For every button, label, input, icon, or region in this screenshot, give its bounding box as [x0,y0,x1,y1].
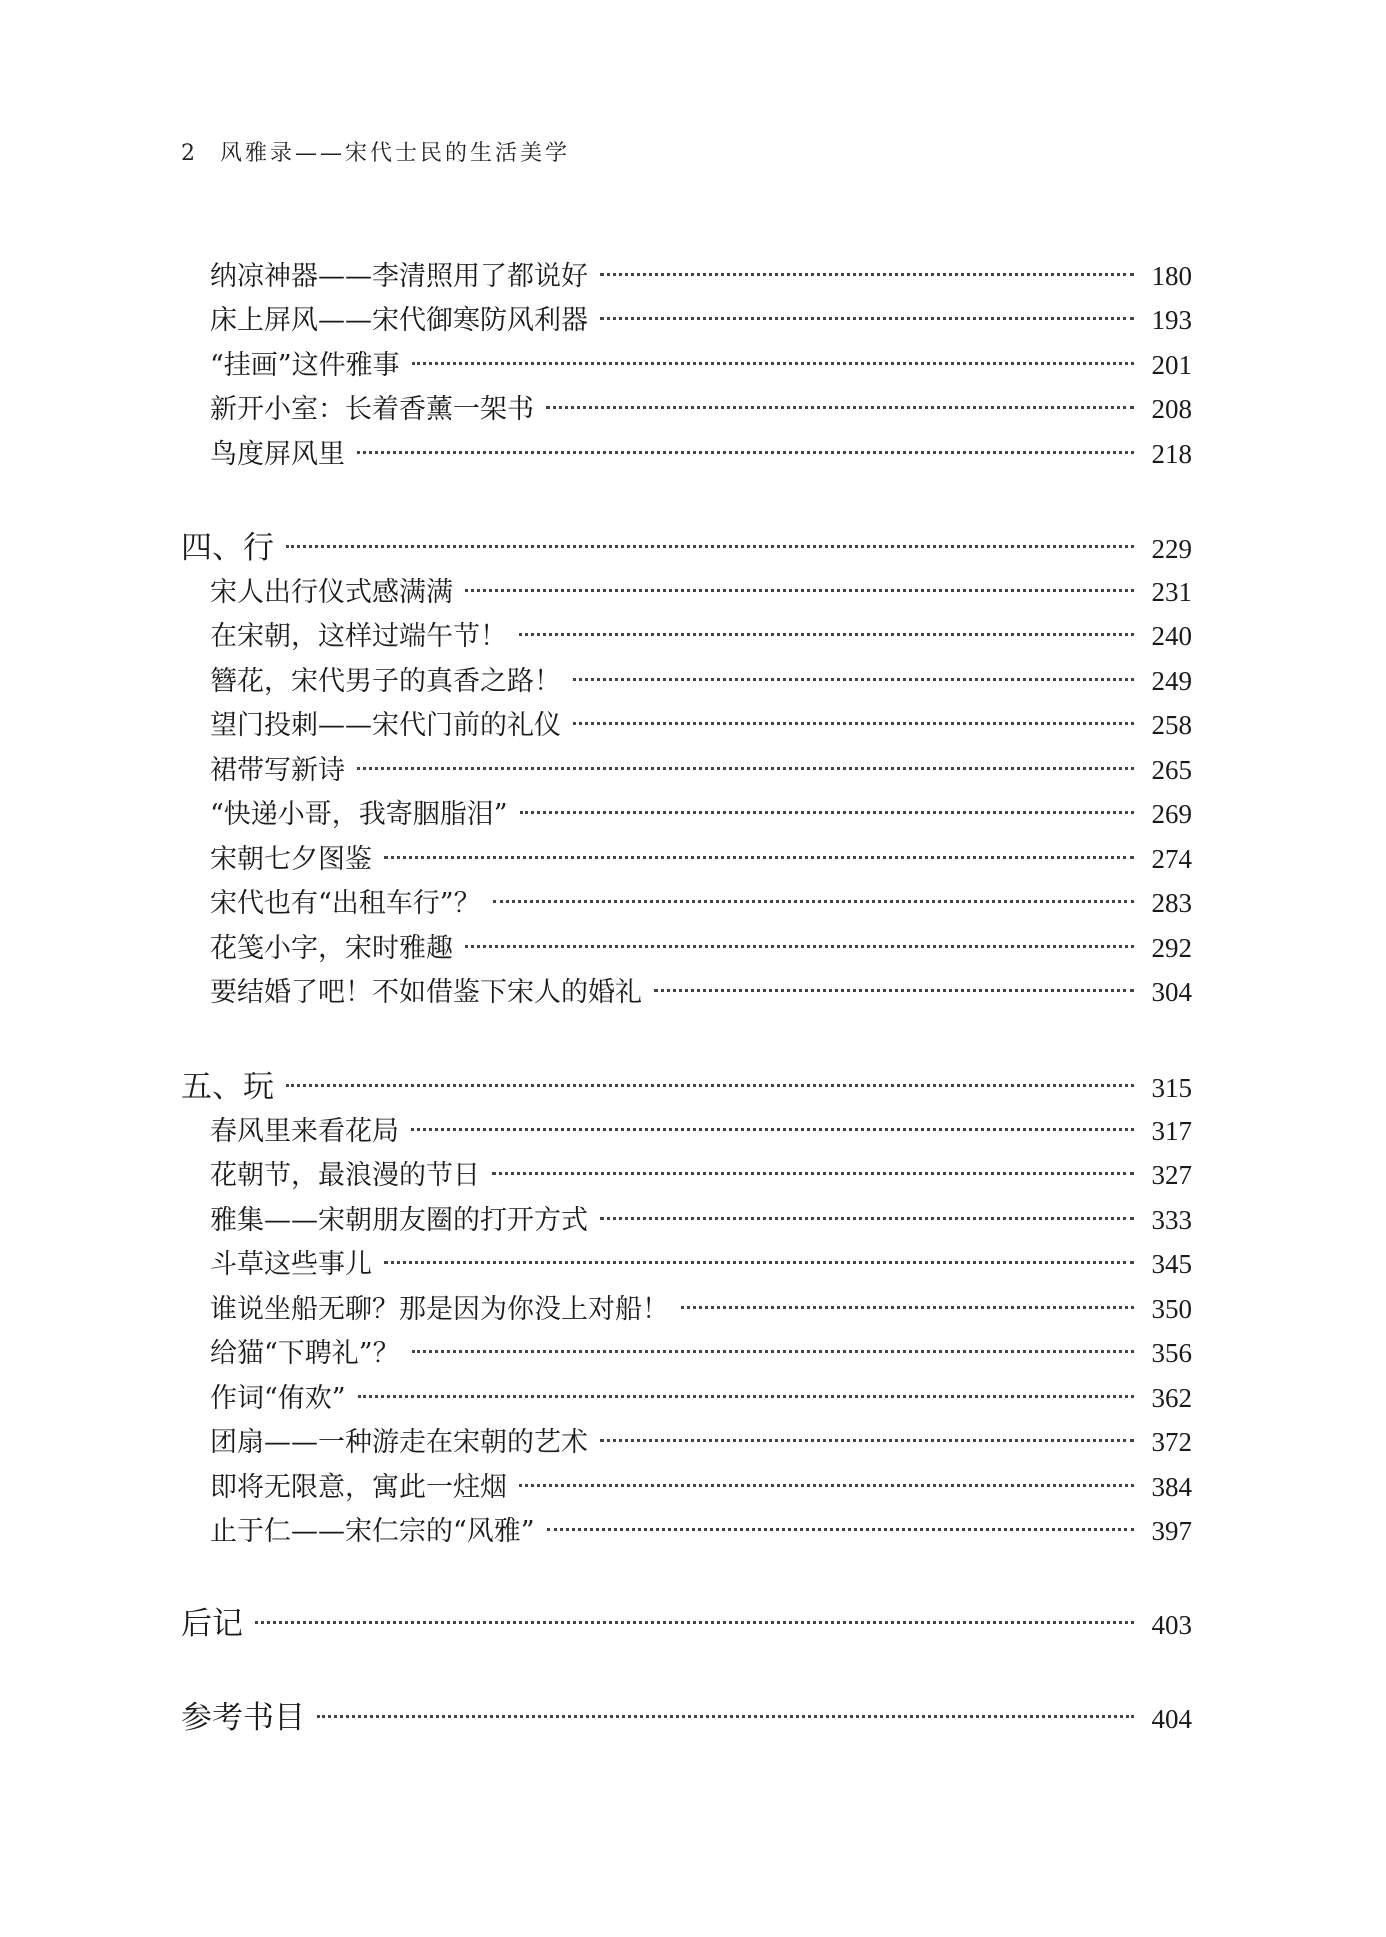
toc-chapter-title: 四、行 [181,530,274,566]
dot-leader [411,1127,1134,1131]
toc-chapter[interactable] [181,522,1192,566]
toc-entry-title: 裙带写新诗 [210,755,345,786]
page-number: 2 [181,141,198,166]
toc-entry[interactable] [210,570,1192,610]
toc-entry-page: 249 [1151,666,1192,696]
toc-entry[interactable] [210,703,1192,743]
toc-chapter[interactable] [181,1692,1192,1736]
toc-chapter-page: 404 [1151,1704,1192,1734]
toc-entry[interactable] [210,1331,1192,1371]
dot-leader [681,1305,1134,1309]
toc-entry-page: 327 [1151,1160,1192,1190]
toc-entry[interactable] [210,343,1192,383]
toc-entry-title: 即将无限意，寓此一炷烟 [210,1472,507,1503]
toc-entry[interactable] [210,254,1192,294]
toc-entry-page: 218 [1151,439,1192,469]
toc-entry[interactable] [210,659,1192,699]
dot-leader [384,855,1134,859]
toc-entry[interactable] [210,926,1192,966]
toc-entry-page: 265 [1151,755,1192,785]
toc-entry-page: 333 [1151,1205,1192,1235]
dot-leader [573,677,1134,681]
toc-entry-title: 作词“侑欢” [210,1383,346,1414]
toc-entry-page: 317 [1151,1116,1192,1146]
toc-chapter[interactable] [181,1598,1192,1642]
toc-entry-page: 180 [1151,261,1192,291]
toc-entry[interactable] [210,1376,1192,1416]
dot-leader [317,1714,1134,1718]
toc-entry[interactable] [210,1242,1192,1282]
toc-entry-title: 纳凉神器——李清照用了都说好 [210,261,588,292]
dot-leader [573,721,1134,725]
dot-leader [357,450,1134,454]
dot-leader [492,1171,1134,1175]
toc-chapter[interactable] [181,1061,1192,1105]
toc-entry-title: 宋代也有“出租车行”？ [210,888,481,919]
toc-entry-title: 新开小室：长着香薰一架书 [210,394,534,425]
toc-entry-title: 止于仁——宋仁宗的“风雅” [210,1516,535,1547]
toc-entry[interactable] [210,1420,1192,1460]
toc-entry-title: 斗草这些事儿 [210,1249,372,1280]
toc-entry-page: 283 [1151,888,1192,918]
toc-entry-page: 231 [1151,577,1192,607]
toc-entry-page: 292 [1151,933,1192,963]
toc-entry-page: 397 [1151,1516,1192,1546]
toc-entry-title: 团扇——一种游走在宋朝的艺术 [210,1427,588,1458]
toc-entry-title: 宋朝七夕图鉴 [210,844,372,875]
dot-leader [600,272,1134,276]
toc-entry-title: “挂画”这件雅事 [210,350,400,381]
toc-entry[interactable] [210,1287,1192,1327]
toc-entry[interactable] [210,1509,1192,1549]
dot-leader [520,810,1134,814]
toc-entry-page: 304 [1151,977,1192,1007]
dot-leader [384,1260,1134,1264]
toc-entry-title: 望门投刺——宋代门前的礼仪 [210,710,561,741]
dot-leader [519,632,1134,636]
toc-entry[interactable] [210,298,1192,338]
dot-leader [493,899,1134,903]
toc-entry-page: 356 [1151,1338,1192,1368]
dot-leader [255,1620,1134,1624]
toc-entry-page: 269 [1151,799,1192,829]
toc-entry-page: 201 [1151,350,1192,380]
toc-chapter-title: 后记 [181,1606,243,1642]
book-title: 风雅录——宋代士民的生活美学 [220,141,571,166]
toc-entry[interactable] [210,1465,1192,1505]
toc-entry-page: 362 [1151,1383,1192,1413]
toc-chapter-page: 229 [1151,534,1192,564]
toc-entry-page: 208 [1151,394,1192,424]
toc-entry-title: 在宋朝，这样过端午节！ [210,621,507,652]
toc-entry-title: 谁说坐船无聊？那是因为你没上对船！ [210,1294,669,1325]
dot-leader [600,1438,1134,1442]
dot-leader [412,361,1134,365]
toc-entry[interactable] [210,792,1192,832]
toc-entry-title: 给猫“下聘礼”？ [210,1338,400,1369]
toc-entry[interactable] [210,970,1192,1010]
toc-entry-title: 床上屏风——宋代御寒防风利器 [210,305,588,336]
toc-chapter-page: 315 [1151,1073,1192,1103]
toc-entry-title: 雅集——宋朝朋友圈的打开方式 [210,1205,588,1236]
toc-entry[interactable] [210,881,1192,921]
dot-leader [519,1483,1134,1487]
dot-leader [465,588,1134,592]
toc-entry[interactable] [210,432,1192,472]
dot-leader [358,1394,1134,1398]
toc-entry-page: 193 [1151,305,1192,335]
toc-chapter-title: 参考书目 [181,1700,305,1736]
dot-leader [600,316,1134,320]
toc-entry[interactable] [210,748,1192,788]
toc-entry-title: 春风里来看花局 [210,1116,399,1147]
toc-entry-page: 274 [1151,844,1192,874]
toc-entry[interactable] [210,387,1192,427]
dot-leader [547,1527,1134,1531]
toc-entry-title: “快递小哥，我寄胭脂泪” [210,799,508,830]
toc-entry-title: 鸟度屏风里 [210,439,345,470]
toc-entry-title: 要结婚了吧！不如借鉴下宋人的婚礼 [210,977,642,1008]
dot-leader [286,544,1134,548]
toc-entry[interactable] [210,1153,1192,1193]
dot-leader [412,1349,1134,1353]
toc-entry-page: 258 [1151,710,1192,740]
dot-leader [654,988,1134,992]
dot-leader [357,766,1134,770]
toc-entry-page: 240 [1151,621,1192,651]
toc-chapter-title: 五、玩 [181,1069,274,1105]
toc-entry-title: 簪花，宋代男子的真香之路！ [210,666,561,697]
toc-entry-page: 384 [1151,1472,1192,1502]
toc-entry-page: 345 [1151,1249,1192,1279]
toc-entry[interactable] [210,1109,1192,1149]
toc-entry[interactable] [210,1198,1192,1238]
dot-leader [546,405,1134,409]
toc-entry[interactable] [210,614,1192,654]
dot-leader [465,944,1134,948]
dot-leader [286,1083,1134,1087]
toc-entry-title: 花笺小字，宋时雅趣 [210,933,453,964]
toc-entry[interactable] [210,837,1192,877]
toc-entry-title: 花朝节，最浪漫的节日 [210,1160,480,1191]
toc-entry-page: 350 [1151,1294,1192,1324]
toc-entry-page: 372 [1151,1427,1192,1457]
toc-chapter-page: 403 [1151,1610,1192,1640]
dot-leader [600,1216,1134,1220]
toc-entry-title: 宋人出行仪式感满满 [210,577,453,608]
